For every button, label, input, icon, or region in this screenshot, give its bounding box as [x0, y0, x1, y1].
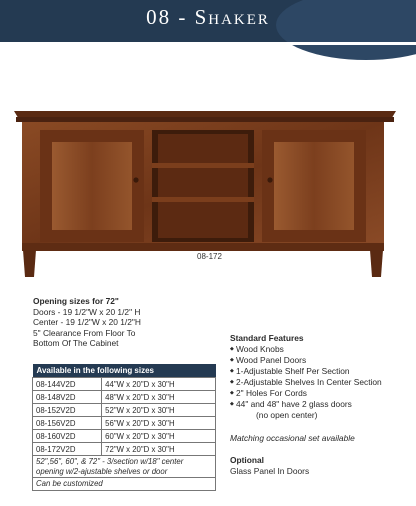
table-row [33, 417, 216, 430]
custom-note: Can be customized [33, 478, 216, 491]
right-door-panel [274, 142, 354, 230]
model-cell: 08-172V2D [33, 443, 102, 456]
photo-caption: 08-172 [197, 252, 222, 261]
optional-section [230, 455, 309, 477]
left-door-panel [52, 142, 132, 230]
features-heading: Standard Features [230, 333, 304, 343]
model-cell: 08-148V2D [33, 391, 102, 404]
model-cell: 08-160V2D [33, 430, 102, 443]
feature-item: ◆ 44" and 48" have 2 glass doors [230, 399, 382, 410]
table-row [33, 391, 216, 404]
size-cell: 60"W x 20"D x 30"H [102, 430, 216, 443]
sizes-note: 52",56", 60", & 72" - 3/section w/18" center opening w/2-ajustable shelves or door [33, 456, 216, 478]
opening-sizes [33, 296, 141, 349]
feature-item: ◆ 2" Holes For Cords [230, 388, 382, 399]
size-cell: 56"W x 20"D x 30"H [102, 417, 216, 430]
matching-note: Matching occasional set available [230, 433, 355, 443]
banner-rule [0, 42, 416, 45]
sizes-table [32, 364, 216, 491]
left-leg [23, 250, 36, 277]
opening-heading: Opening sizes for 72" [33, 296, 119, 306]
table-row [33, 378, 216, 391]
optional-text: Glass Panel In Doors [230, 466, 310, 476]
table-row [33, 430, 216, 443]
right-leg [370, 250, 383, 277]
model-cell: 08-152V2D [33, 404, 102, 417]
center-back [158, 134, 248, 238]
opening-line: Bottom Of The Cabinet [33, 338, 119, 349]
optional-heading: Optional [230, 455, 264, 465]
model-cell: 08-144V2D [33, 378, 102, 391]
opening-line: Center - 19 1/2"W x 20 1/2"H [33, 317, 141, 328]
left-door-knob [133, 177, 138, 182]
table-row [33, 456, 216, 478]
features-list [230, 344, 382, 410]
opening-line: 5" Clearance From Floor To [33, 327, 136, 338]
table-row [33, 478, 216, 491]
table-row [33, 404, 216, 417]
standard-features [230, 333, 382, 421]
cabinet-top-edge [16, 117, 394, 122]
base-rail [22, 243, 384, 251]
sizes-table-header: Available in the following sizes [33, 364, 216, 378]
center-shelf-top [152, 163, 254, 168]
size-cell: 52"W x 20"D x 30"H [102, 404, 216, 417]
title-banner [0, 0, 416, 42]
features-subnote: (no open center) [256, 410, 318, 420]
model-cell: 08-156V2D [33, 417, 102, 430]
size-cell: 44"W x 20"D x 30"H [102, 378, 216, 391]
center-shelf-bottom [152, 197, 254, 202]
feature-item: ◆ Wood Panel Doors [230, 355, 382, 366]
size-cell: 48"W x 20"D x 30"H [102, 391, 216, 404]
size-cell: 72"W x 20"D x 30"H [102, 443, 216, 456]
feature-item: ◆ 1-Adjustable Shelf Per Section [230, 366, 382, 377]
feature-item: ◆ Wood Knobs [230, 344, 382, 355]
feature-item: ◆ 2-Adjustable Shelves In Center Section [230, 377, 382, 388]
page-title: 08 - Shaker [146, 5, 270, 29]
right-door-knob [267, 177, 272, 182]
opening-line: Doors - 19 1/2"W x 20 1/2" H [33, 306, 141, 317]
table-row [33, 443, 216, 456]
